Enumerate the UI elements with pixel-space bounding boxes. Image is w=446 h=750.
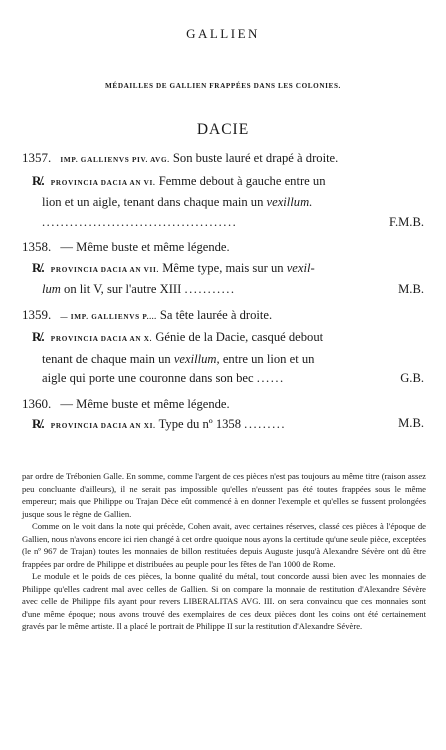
reverse-symbol: R̸. <box>32 259 45 275</box>
reverse-legend: PROVINCIA DACIA AN XI. <box>50 422 156 430</box>
reverse-symbol: R̸. <box>32 416 45 431</box>
coin-entry-1359 <box>22 305 424 389</box>
leader-dots: ........... <box>184 282 236 296</box>
reverse-italic: vexillum. <box>266 195 313 209</box>
obverse-line <box>22 237 424 258</box>
rarity-mark: G.B. <box>400 371 424 385</box>
reverse-description-2: tenant de chaque main un <box>42 351 171 366</box>
obverse-description: Sa tête laurée à droite. <box>159 307 273 322</box>
reverse-description-1: Femme debout à gauche entre un <box>158 173 326 188</box>
coin-entry-1357 <box>22 148 424 232</box>
reverse-block <box>22 327 424 389</box>
reverse-italic: vexillum, <box>173 351 220 366</box>
entry-number: 1357. <box>22 150 52 165</box>
reverse-description-3: entre un lion et un <box>222 351 315 366</box>
leader-dots: .......................................... <box>42 214 238 229</box>
coin-entry-1360 <box>22 394 424 437</box>
footnote-paragraph: Comme on le voit dans la note qui précède, Cohen avait, avec certaines réserves, classé ces pièces à l'époque de Gallien, nous n'avons encore ici rien changé à cet ordre quoique nous ayons la certitude qu'une seule pièce, exceptées (le nº 967 de Trajan) toutes les monnaies de billon restituées depuis Auguste jusqu'à Alexandre Sévère ont dû être frappées par ordre de Philippe et distribuées au peuple pour les fêtes de l'an 1000 de Rome. <box>22 521 426 569</box>
coin-entries <box>22 148 424 437</box>
reverse-block <box>22 258 424 300</box>
reverse-block <box>22 414 424 437</box>
reverse-symbol: R̸. <box>32 329 45 344</box>
obverse-description: Son buste lauré et drapé à droite. <box>172 151 339 165</box>
entry-number: 1359. <box>22 306 52 322</box>
reverse-italic-2: lum <box>42 282 61 296</box>
reverse-description-2: on lit V, sur l'autre XIII <box>64 282 182 296</box>
reverse-description-4: aigle qui porte une couronne dans son bec <box>42 371 254 385</box>
reverse-symbol: R̸. <box>32 172 45 188</box>
reverse-legend: PROVINCIA DACIA AN VI. <box>50 178 156 187</box>
footnotes <box>22 470 426 633</box>
obverse-description: — Même buste et même légende. <box>60 396 230 411</box>
reverse-description-1: Type du nº 1358 <box>158 417 242 431</box>
rarity-mark: F.M.B. <box>388 214 424 229</box>
reverse-description-1: Génie de la Dacie, casqué debout <box>155 330 324 344</box>
obverse-line <box>22 394 424 415</box>
reverse-block <box>22 171 424 233</box>
rarity-mark: M.B. <box>398 282 424 296</box>
rarity-mark: M.B. <box>398 416 424 430</box>
reverse-description-2: lion et un aigle, tenant dans chaque main un <box>42 195 264 209</box>
reverse-italic-1: vexil- <box>286 260 315 275</box>
footnote-paragraph: Le module et le poids de ces pièces, la bonne qualité du métal, tout concorde aussi bien avec les monnaies de Philippe qu'elles cadrent mal avec celles de Gallien. Si on compare la monnaie de restitution d'Alexandre Sévère avec celle de Philippe fils ayant pour revers LIBERALITAS AVG. III. on sera convaincu que ces monnaies sont d'une même époque; nous avons trouvé des exemplaires de ces deux pièces dont les coins ont été certainement gravés par le même artiste. Il a placé le portrait de Philippe II sur la restitution d'Alexandre Sévère. <box>22 571 426 631</box>
running-head: GALLIEN <box>186 26 260 41</box>
obverse-line <box>22 148 424 171</box>
coin-entry-1358 <box>22 237 424 300</box>
entry-number: 1358. <box>22 239 52 254</box>
reverse-description-1: Même type, mais sur un <box>162 260 284 275</box>
footnote-paragraph: par ordre de Trébonien Galle. En somme, comme l'argent de ces pièces n'est pas toujours au même titre (raison assez peu concluante d'ailleurs), il ne serait pas impossible qu'elles n'eussent pas été toutes frappées sous le même empereur; mais que Philippe ou Trajan Dèce eût commencé à en donner l'exemple et qu'elles se fussent prolongées jusque sous le règne de Gallien. <box>22 471 426 519</box>
section-heading-text: MÉDAILLES DE GALLIEN FRAPPÉES DANS LES COLONIES. <box>105 82 341 90</box>
leader-dots: ......... <box>244 417 287 431</box>
obverse-line <box>22 305 424 328</box>
reverse-legend: PROVINCIA DACIA AN X. <box>50 335 153 343</box>
entry-number: 1360. <box>22 395 52 411</box>
obverse-legend: IMP. GALLIENVS PIV. AVG. <box>60 156 170 164</box>
obverse-description: — Même buste et même légende. <box>60 240 230 254</box>
obverse-legend: — IMP. GALLIENVS P.... <box>60 312 157 321</box>
section-heading <box>0 80 446 90</box>
leader-dots: ...... <box>256 371 285 385</box>
reverse-legend: PROVINCIA DACIA AN VII. <box>50 265 160 274</box>
province-subheading: DACIE <box>196 121 250 138</box>
